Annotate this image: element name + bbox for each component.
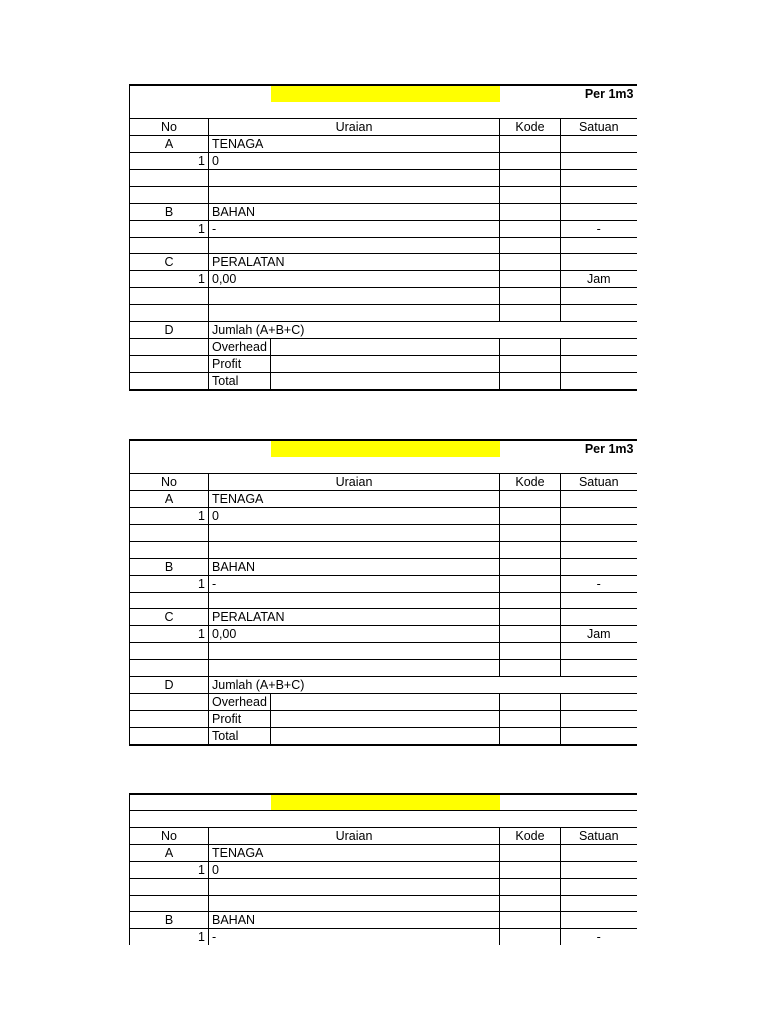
empty-row	[130, 895, 637, 912]
header-satuan: Satuan	[561, 119, 637, 136]
per-unit-label: Per 1m3	[561, 85, 637, 102]
empty-row	[130, 288, 637, 305]
section-row-a: A TENAGA	[130, 844, 637, 861]
item-row: 1 0	[130, 153, 637, 170]
header-no: No	[130, 827, 209, 844]
section-row-b: B BAHAN	[130, 203, 637, 220]
header-kode: Kode	[500, 827, 561, 844]
title-highlight-cell[interactable]	[271, 794, 500, 811]
section-row-b: B BAHAN	[130, 912, 637, 929]
overhead-row: Overhead	[130, 338, 637, 355]
profit-row: Profit	[130, 710, 637, 727]
title-highlight-cell[interactable]	[271, 85, 500, 102]
empty-row	[130, 525, 637, 542]
profit-row: Profit	[130, 355, 637, 372]
header-no: No	[130, 474, 209, 491]
header-uraian: Uraian	[209, 119, 500, 136]
analysis-table-1	[129, 84, 636, 391]
analysis-table-3	[129, 793, 636, 945]
header-uraian: Uraian	[209, 474, 500, 491]
empty-row	[130, 304, 637, 321]
header-satuan: Satuan	[561, 474, 637, 491]
title-row	[130, 85, 637, 102]
total-row: Total	[130, 727, 637, 745]
section-row-a: A TENAGA	[130, 136, 637, 153]
header-kode: Kode	[500, 119, 561, 136]
header-row	[130, 474, 637, 491]
section-row-c: C PERALATAN	[130, 609, 637, 626]
item-row: 1 0	[130, 508, 637, 525]
title-row	[130, 440, 637, 457]
empty-row	[130, 592, 637, 609]
header-no: No	[130, 119, 209, 136]
section-row-d: D Jumlah (A+B+C)	[130, 676, 637, 693]
section-row-d: D Jumlah (A+B+C)	[130, 321, 637, 338]
item-row: 1 - -	[130, 220, 637, 237]
empty-row	[130, 878, 637, 895]
header-satuan: Satuan	[561, 827, 637, 844]
empty-row	[130, 170, 637, 187]
header-kode: Kode	[500, 474, 561, 491]
per-unit-label: Per 1m3	[561, 440, 637, 457]
total-row: Total	[130, 372, 637, 390]
header-row	[130, 119, 637, 136]
header-uraian: Uraian	[209, 827, 500, 844]
item-row: 1 - -	[130, 929, 637, 946]
section-row-b: B BAHAN	[130, 558, 637, 575]
empty-row	[130, 237, 637, 254]
empty-row	[130, 541, 637, 558]
empty-row	[130, 186, 637, 203]
item-row: 1 - -	[130, 575, 637, 592]
analysis-table-2	[129, 439, 636, 746]
title-row	[130, 794, 637, 811]
title-highlight-cell[interactable]	[271, 440, 500, 457]
section-row-a: A TENAGA	[130, 491, 637, 508]
item-row: 1 0	[130, 861, 637, 878]
item-row: 1 0,00 Jam	[130, 271, 637, 288]
overhead-row: Overhead	[130, 693, 637, 710]
empty-row	[130, 659, 637, 676]
header-row	[130, 827, 637, 844]
empty-row	[130, 643, 637, 660]
section-row-c: C PERALATAN	[130, 254, 637, 271]
item-row: 1 0,00 Jam	[130, 626, 637, 643]
